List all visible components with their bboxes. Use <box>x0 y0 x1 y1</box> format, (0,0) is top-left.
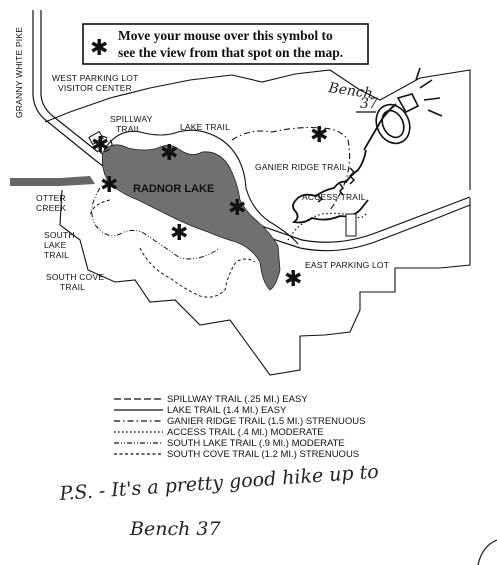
access-label: ACCESS TRAIL <box>302 192 366 202</box>
south-lake-label: SOUTH <box>44 230 75 240</box>
instruction-line-1: Move your mouse over this symbol to <box>118 28 333 43</box>
ganier-label: GANIER RIDGE TRAIL <box>255 162 347 172</box>
handwritten-note-line-2: Bench 37 <box>130 518 221 540</box>
east-parking-lot-marker <box>346 214 356 236</box>
legend <box>114 394 365 460</box>
handwritten-note-line-1: P.S. - It's a pretty good hike up to <box>58 460 380 505</box>
viewpoint-icon[interactable]: ✱ <box>91 133 110 158</box>
viewpoint-icon[interactable]: ✱ <box>160 141 179 166</box>
viewpoint-icon[interactable]: ✱ <box>228 196 247 221</box>
legend-label: LAKE TRAIL (1.4 MI.) EASY <box>167 405 287 416</box>
radnor-lake <box>102 145 280 290</box>
page-curl-mark <box>478 540 497 565</box>
otter-creek <box>10 176 95 186</box>
ring-icon <box>370 68 442 149</box>
legend-label: SOUTH COVE TRAIL (1.2 MI.) STRENUOUS <box>167 449 360 460</box>
svg-text:Bench: Bench <box>327 80 374 103</box>
viewpoint-icon[interactable]: ✱ <box>170 221 189 246</box>
legend-label: ACCESS TRAIL (.4 MI.) MODERATE <box>167 427 324 438</box>
legend-label: GANIER RIDGE TRAIL (1.5 MI.) STRENUOUS <box>167 416 366 427</box>
lake-trail-label: LAKE TRAIL <box>180 122 231 132</box>
south-lake-label-2: LAKE <box>44 240 67 250</box>
viewpoint-icon[interactable]: ✱ <box>100 173 119 198</box>
spillway-label: SPILLWAY <box>110 114 153 124</box>
instruction-asterisk-icon[interactable]: ✱ <box>90 36 109 61</box>
south-cove-label: SOUTH COVE <box>46 272 105 282</box>
svg-text:37: 37 <box>360 96 378 112</box>
lake-label: RADNOR LAKE <box>133 183 215 195</box>
viewpoint-icon[interactable]: ✱ <box>284 267 303 292</box>
bench-annotation <box>326 80 377 112</box>
otter-label: OTTER <box>36 193 66 203</box>
spillway-label-2: TRAIL <box>116 124 142 134</box>
instruction-line-2: see the view from that spot on the map. <box>118 45 344 60</box>
legend-label: SOUTH LAKE TRAIL (.9 MI.) MODERATE <box>167 438 345 449</box>
south-lake-label-3: TRAIL <box>44 250 70 260</box>
west-lot-label: WEST PARKING LOT <box>52 73 139 83</box>
east-lot-label: EAST PARKING LOT <box>305 260 390 270</box>
west-lot-label-2: VISITOR CENTER <box>58 83 132 93</box>
south-cove-label-2: TRAIL <box>60 282 86 292</box>
legend-label: SPILLWAY TRAIL (.25 MI.) EASY <box>167 394 308 405</box>
otter-label-2: CREEK <box>36 203 67 213</box>
viewpoint-icon[interactable]: ✱ <box>310 123 329 148</box>
road-label: GRANNY WHITE PIKE <box>14 26 24 118</box>
